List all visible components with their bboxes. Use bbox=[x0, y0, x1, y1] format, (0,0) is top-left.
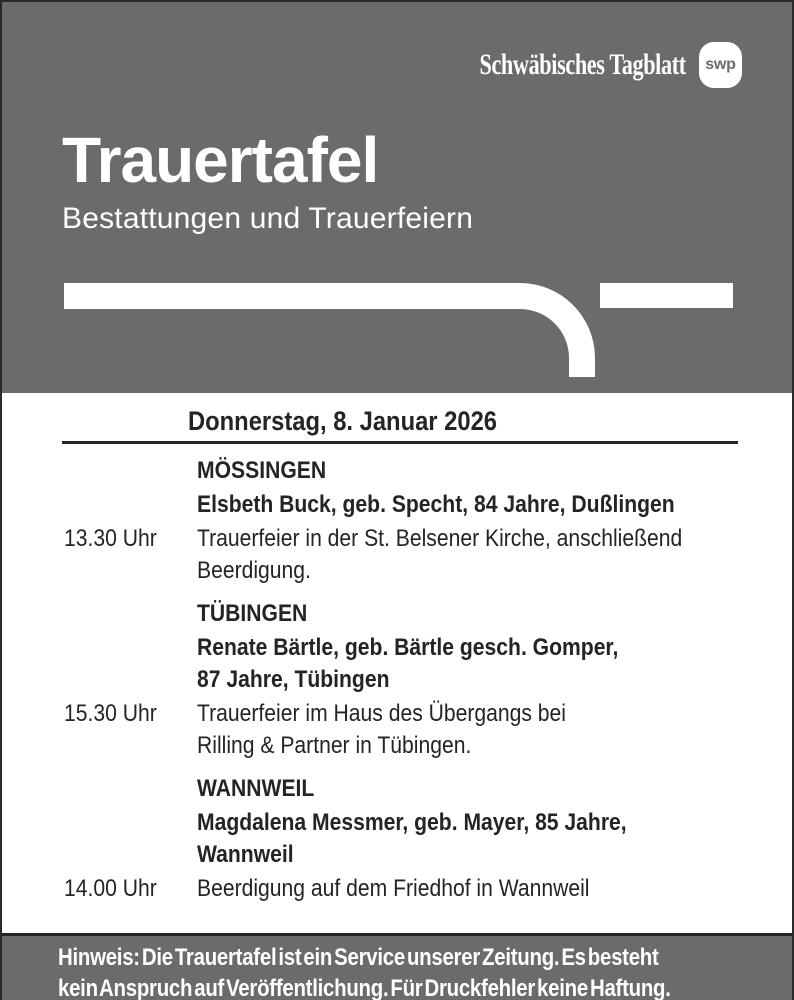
road-curve-graphic bbox=[2, 277, 794, 382]
obituary-sections bbox=[2, 455, 792, 905]
footer-notice-text bbox=[58, 942, 792, 1000]
date-heading bbox=[188, 404, 792, 438]
event-description-line: Rilling & Partner in Tübingen. bbox=[197, 732, 472, 759]
deceased-name bbox=[197, 807, 792, 871]
deceased-name-line: Wannweil bbox=[197, 841, 294, 868]
newspaper-masthead: Schwäbisches Tagblatt bbox=[479, 48, 686, 81]
event-description-line: Beerdigung. bbox=[197, 557, 311, 584]
header-panel bbox=[2, 2, 792, 393]
events bbox=[2, 873, 792, 905]
event-row bbox=[64, 873, 792, 905]
deceased-name bbox=[197, 632, 792, 696]
event-time bbox=[64, 698, 197, 762]
date-text: Donnerstag, 8. Januar 2026 bbox=[188, 406, 498, 436]
event-time-text: 14.00 Uhr bbox=[64, 875, 157, 902]
footer-notice-line: kein Anspruch auf Veröffentlichung. Für Druckfehler keine Haftung. bbox=[58, 975, 671, 1000]
events bbox=[2, 698, 792, 762]
date-divider-rule bbox=[62, 441, 738, 444]
city-section bbox=[2, 773, 792, 905]
page-title: Trauertafel bbox=[62, 124, 379, 196]
event-description-line: Trauerfeier in der St. Belsener Kirche, anschließend bbox=[197, 525, 683, 552]
footer-notice-line: Hinweis: Die Trauertafel ist ein Service unserer Zeitung. Es besteht bbox=[58, 944, 659, 971]
event-time-text: 13.30 Uhr bbox=[64, 525, 157, 552]
deceased-name-line: Renate Bärtle, geb. Bärtle gesch. Gomper, bbox=[197, 634, 619, 661]
event-description-line: Beerdigung auf dem Friedhof in Wannweil bbox=[197, 875, 590, 902]
city-heading: MÖSSINGEN bbox=[197, 457, 327, 484]
page-subtitle: Bestattungen und Trauerfeiern bbox=[62, 202, 474, 235]
events bbox=[2, 523, 792, 587]
masthead-row bbox=[2, 2, 792, 88]
swp-logo-icon bbox=[699, 42, 742, 88]
event-description bbox=[197, 523, 792, 587]
footer-notice bbox=[2, 933, 792, 1000]
deceased-name-line: Elsbeth Buck, geb. Specht, 84 Jahre, Dußlingen bbox=[197, 491, 675, 518]
city-section bbox=[2, 598, 792, 762]
deceased-name bbox=[197, 489, 792, 521]
event-description-line: Trauerfeier im Haus des Übergangs bei bbox=[197, 700, 566, 727]
swp-logo-text: swp bbox=[705, 56, 736, 73]
event-description bbox=[197, 873, 792, 905]
event-row bbox=[64, 698, 792, 762]
event-time-text: 15.30 Uhr bbox=[64, 700, 157, 727]
deceased-name-line: Magdalena Messmer, geb. Mayer, 85 Jahre, bbox=[197, 809, 627, 836]
content-panel bbox=[2, 393, 792, 933]
deceased-name-line: 87 Jahre, Tübingen bbox=[197, 666, 390, 693]
city-heading: TÜBINGEN bbox=[197, 600, 308, 627]
event-description bbox=[197, 698, 792, 762]
city-heading: WANNWEIL bbox=[197, 775, 315, 802]
city-section bbox=[2, 455, 792, 587]
event-time bbox=[64, 873, 197, 905]
event-row bbox=[64, 523, 792, 587]
event-time bbox=[64, 523, 197, 587]
